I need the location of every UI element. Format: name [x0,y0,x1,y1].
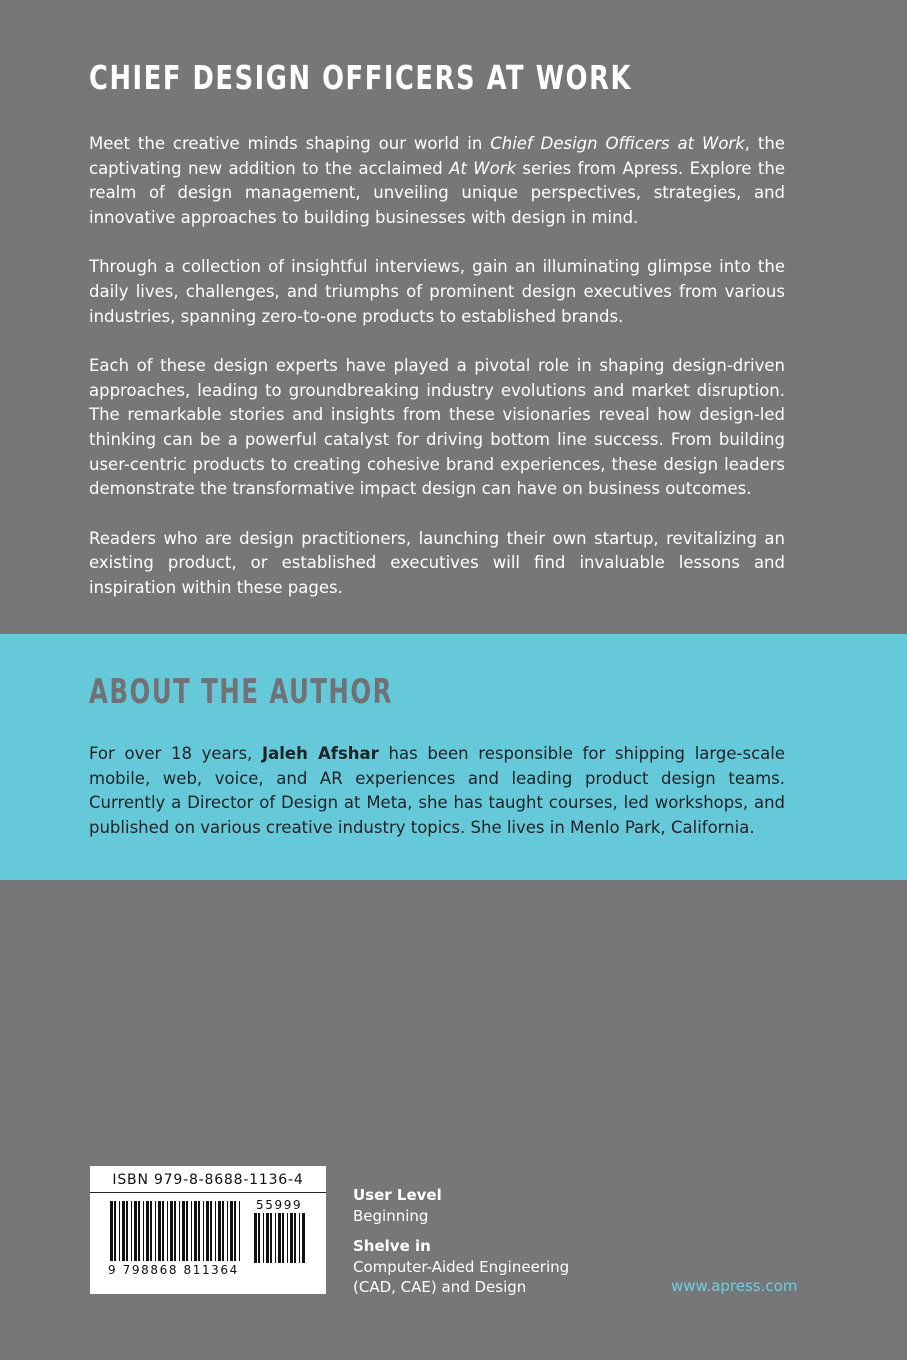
author-name: Jaleh Afshar [261,744,379,763]
series-name-italic: At Work [449,158,517,178]
publisher-website-link[interactable]: www.apress.com [671,1277,798,1295]
description-text: , the captivating new addition to the acclaimed [89,134,785,178]
author-bio-text: has been responsible for shipping large-scale mobile, web, voice, and AR experiences and leading product design teams. Currently a Director of Design at Meta, she has taught courses, led workshops, and published on various creative industry topics. She lives in Menlo Park, California. [89,744,786,837]
barcode-digits: 9 798868 811364 [108,1263,239,1277]
barcode-block [90,1166,326,1294]
description-text: Meet the creative minds shaping our world in [89,134,491,153]
user-level-value: Beginning [353,1206,429,1225]
author-bio [89,742,785,840]
shelve-in-category: Computer-Aided Engineering [353,1257,570,1276]
shelve-in-category: (CAD, CAE) and Design [353,1278,527,1296]
book-title: CHIEF DESIGN OFFICERS AT WORK [89,58,632,97]
barcode-price-code: 55999 [256,1198,303,1212]
book-title-italic: Chief Design Officers at Work [490,134,745,153]
author-bio-text: For over 18 years, [89,744,262,763]
description-paragraph-2: Through a collection of insightful interviews, gain an illuminating glimpse into the daily lives, challenges, and triumphs of prominent design executives from various industries, spanning zero-to-one products to established brands. [89,257,785,326]
description-paragraph-4: Readers who are design practitioners, launching their own startup, revitalizing an existing product, or established executives will find invaluable lessons and inspiration within these pages. [89,528,785,597]
shelve-in-label: Shelve in [353,1237,431,1255]
book-description [89,132,785,626]
description-text: series from Apress. Explore the realm of design management, unveiling unique perspectives, strategies, and innovative approaches to building businesses with design in mind. [89,158,785,227]
about-author-heading: ABOUT THE AUTHOR [89,672,393,712]
book-info [353,1185,569,1298]
about-author-section [0,634,907,880]
isbn-label: ISBN 979-8-8688-1136-4 [90,1166,326,1193]
description-paragraph-1 [89,132,785,230]
user-level-label: User Level [353,1186,442,1204]
description-paragraph-3: Each of these design experts have played a pivotal role in shaping design-driven approaches, leading to groundbreaking industry evolutions and market disruption. The remarkable stories and insights from these visionaries reveal how design-led thinking can be a powerful catalyst for driving bottom line success. From building user-centric products to creating cohesive brand experiences, these design leaders demonstrate the transformative impact design can have on business outcomes. [89,356,785,499]
